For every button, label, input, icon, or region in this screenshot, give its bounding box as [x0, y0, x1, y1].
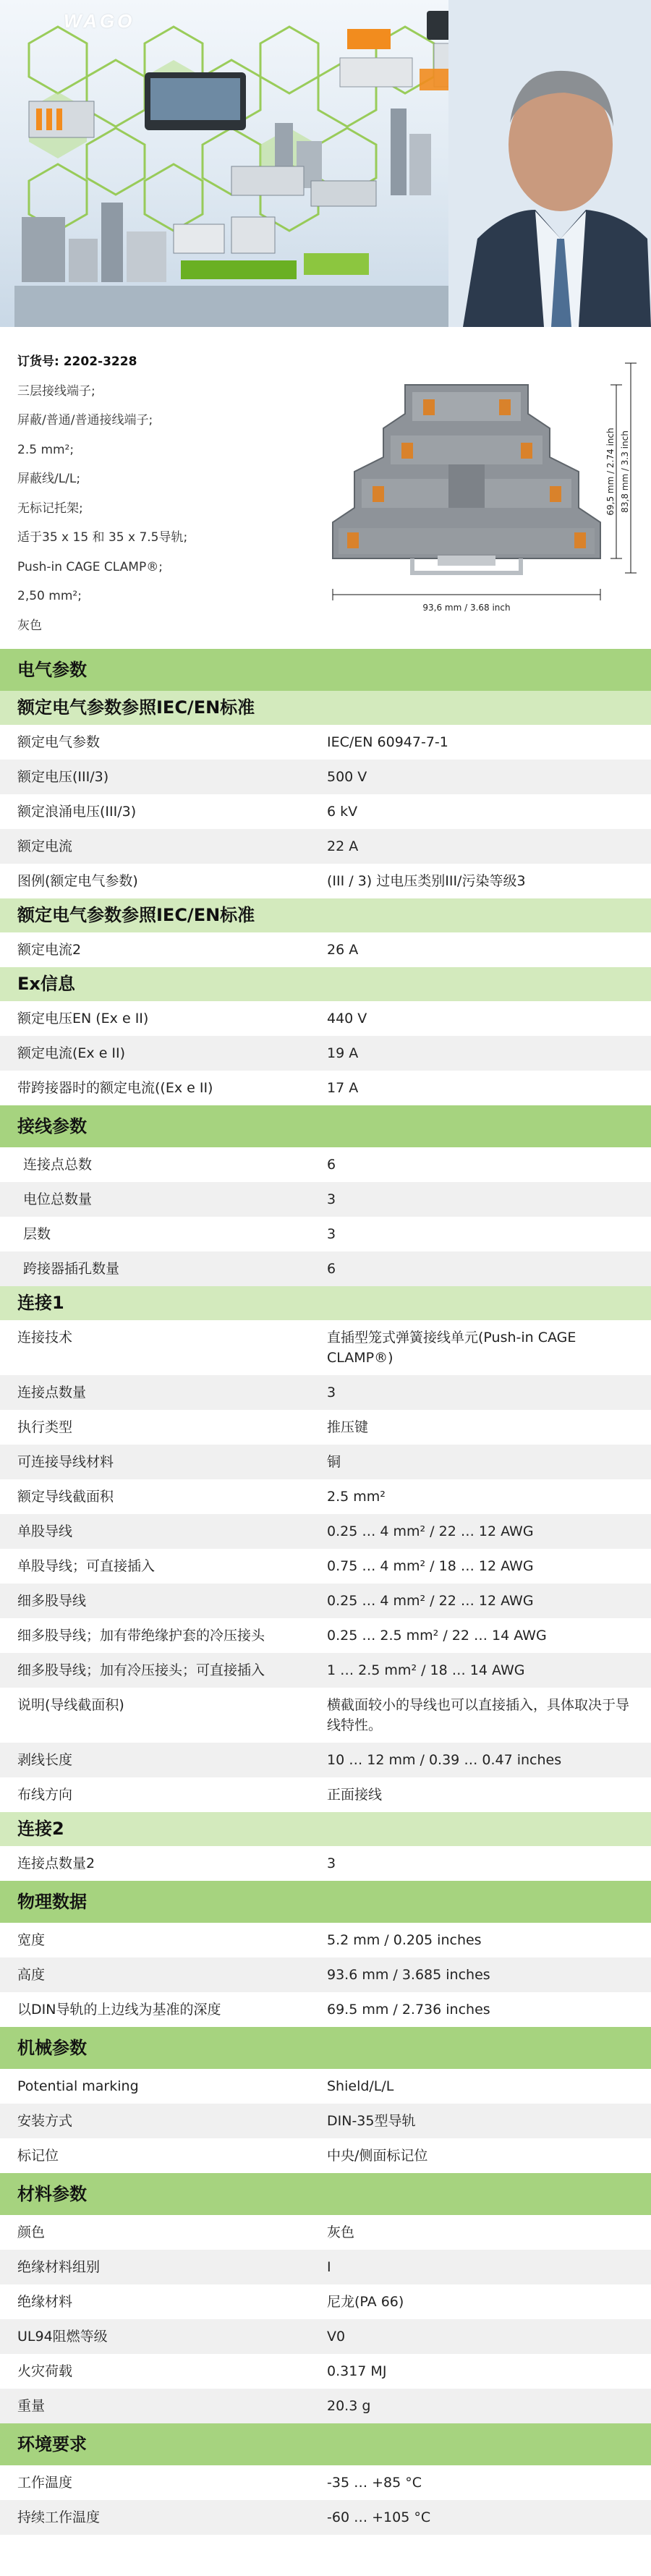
spec-row: [0, 1479, 651, 1514]
spec-value: 19 A: [327, 1045, 359, 1061]
spec-value: 推压键: [327, 1419, 369, 1435]
spec-value: IEC/EN 60947-7-1: [327, 734, 448, 750]
spec-row: [0, 1777, 651, 1812]
terminal-block-drawing: [304, 341, 644, 645]
spec-row: [0, 1549, 651, 1584]
spec-table: [0, 649, 651, 2535]
spec-value: 0.25 … 4 mm² / 22 … 12 AWG: [327, 1523, 534, 1539]
spec-row: [0, 2465, 651, 2500]
spec-label: 额定电流2: [17, 942, 82, 958]
spec-value: 铜: [327, 1454, 341, 1470]
spec-row: [0, 1923, 651, 1957]
spec-row: [0, 1992, 651, 2027]
spec-value: 10 … 12 mm / 0.39 … 0.47 inches: [327, 1752, 562, 1768]
spec-label: 额定电流: [17, 838, 73, 854]
order-number: 订货号: 2202-3228: [17, 354, 137, 369]
spec-value: DIN-35型导轨: [327, 2113, 416, 2129]
height-inner-dimension: 69,5 mm / 2.74 inch: [605, 428, 616, 516]
spec-value: 中央/侧面标记位: [327, 2148, 428, 2164]
spec-value: 直插型笼式弹簧接线单元(Push-in CAGE CLAMP®): [327, 1330, 576, 1366]
spec-value: 69.5 mm / 2.736 inches: [327, 2002, 490, 2018]
spec-row: [0, 2389, 651, 2423]
spec-row: [0, 1251, 651, 1286]
spec-label: 火灾荷载: [17, 2363, 73, 2379]
spec-label: 持续工作温度: [17, 2509, 101, 2525]
spec-label: 单股导线；可直接插入: [17, 1558, 156, 1574]
product-info: [0, 327, 651, 649]
spec-row: [0, 1653, 651, 1688]
spec-label: 以DIN导轨的上边线为基准的深度: [17, 2002, 221, 2018]
spec-label: 剥线长度: [17, 1752, 73, 1768]
spec-value: 灰色: [327, 2224, 355, 2240]
description-line: 屏蔽/普通/普通接线端子;: [17, 413, 153, 428]
description-line: 2,50 mm²;: [17, 589, 82, 603]
spec-value: 0.25 … 2.5 mm² / 22 … 14 AWG: [327, 1628, 547, 1644]
spec-row: [0, 1147, 651, 1182]
spec-value: V0: [327, 2329, 346, 2345]
spec-row: [0, 1957, 651, 1992]
spec-value: 5.2 mm / 0.205 inches: [327, 1932, 482, 1948]
spec-row: [0, 864, 651, 898]
spec-row: [0, 794, 651, 829]
spec-label: 跨接器插孔数量: [23, 1261, 120, 1277]
spec-row: [0, 1410, 651, 1445]
spec-value: 6: [327, 1157, 336, 1173]
description-line: 屏蔽线/L/L;: [17, 472, 81, 486]
spec-label: 工作温度: [17, 2475, 73, 2491]
spec-row: [0, 932, 651, 967]
spec-label: 细多股导线: [17, 1593, 87, 1609]
spec-value: 440 V: [327, 1011, 367, 1026]
spec-label: 颜色: [17, 2224, 46, 2240]
spec-row: [0, 1584, 651, 1618]
spec-value: -35 … +85 °C: [327, 2475, 422, 2491]
spec-value: (III / 3) 过电压类别III/污染等级3: [327, 873, 526, 889]
spec-row: [0, 1217, 651, 1251]
section-header: 物理数据: [0, 1881, 651, 1923]
description-line: 2.5 mm²;: [17, 442, 75, 457]
spec-value: 2.5 mm²: [327, 1489, 386, 1505]
spec-row: [0, 2069, 651, 2104]
spec-label: 额定导线截面积: [17, 1489, 114, 1505]
spec-row: [0, 1182, 651, 1217]
terminal-block-image: [333, 385, 600, 573]
subsection-header: Ex信息: [0, 967, 651, 1001]
spec-row: [0, 1618, 651, 1653]
spec-label: 额定电气参数: [17, 734, 101, 750]
wago-logo: WAGO: [64, 10, 135, 32]
spec-value: 0.75 … 4 mm² / 18 … 12 AWG: [327, 1558, 534, 1574]
spec-row: [0, 1001, 651, 1036]
spec-row: [0, 1514, 651, 1549]
spec-label: 连接点总数: [23, 1157, 93, 1173]
spec-label: 说明(导线截面积): [17, 1697, 124, 1713]
spec-label: 连接点数量2: [17, 1856, 95, 1871]
spec-value: 0.25 … 4 mm² / 22 … 12 AWG: [327, 1593, 534, 1609]
spec-label: 连接技术: [17, 1330, 73, 1346]
spec-label: 额定电流(Ex e II): [17, 1045, 126, 1061]
spec-row: [0, 2319, 651, 2354]
spec-row: [0, 2500, 651, 2535]
spec-row: [0, 1071, 651, 1105]
section-header: 环境要求: [0, 2423, 651, 2465]
spec-label: 绝缘材料: [17, 2294, 73, 2310]
spec-label: 额定电压(III/3): [17, 769, 109, 785]
spec-value: 正面接线: [327, 1787, 383, 1803]
subsection-header: 额定电气参数参照IEC/EN标准: [0, 691, 651, 725]
spec-label: 细多股导线；加有冷压接头；可直接插入: [17, 1662, 265, 1678]
subsection-header: 连接1: [0, 1286, 651, 1320]
spec-value: 93.6 mm / 3.685 inches: [327, 1967, 490, 1983]
spec-value: 3: [327, 1191, 336, 1207]
spec-row: [0, 2138, 651, 2173]
spec-value: I: [327, 2259, 331, 2275]
subsection-header: 连接2: [0, 1812, 651, 1846]
spec-label: 可连接导线材料: [17, 1454, 114, 1470]
spec-row: [0, 2250, 651, 2284]
spec-row: [0, 2104, 651, 2138]
spec-label: 层数: [23, 1226, 51, 1242]
spec-row: [0, 1036, 651, 1071]
spec-label: 重量: [17, 2398, 46, 2414]
description-line: 无标记托架;: [17, 501, 83, 516]
description-line: 适于35 x 15 和 35 x 7.5导轨;: [17, 530, 188, 545]
spec-label: Potential marking: [17, 2078, 139, 2094]
subsection-header: 额定电气参数参照IEC/EN标准: [0, 898, 651, 932]
description-line: 灰色: [17, 618, 42, 633]
spec-value: Shield/L/L: [327, 2078, 394, 2094]
spec-label: 安装方式: [17, 2113, 73, 2129]
spec-row: [0, 2284, 651, 2319]
hero-illustration: [0, 0, 651, 327]
spec-row: [0, 1445, 651, 1479]
spec-label: 宽度: [17, 1932, 46, 1948]
section-header: 材料参数: [0, 2173, 651, 2215]
spec-value: 6 kV: [327, 804, 358, 820]
spec-label: 带跨接器时的额定电流((Ex e II): [17, 1080, 213, 1096]
description-line: Push-in CAGE CLAMP®;: [17, 559, 163, 574]
spec-row: [0, 1320, 651, 1375]
height-outer-dimension: 83,8 mm / 3.3 inch: [620, 430, 630, 513]
spec-value: 3: [327, 1856, 336, 1871]
spec-value: 20.3 g: [327, 2398, 371, 2414]
spec-label: 额定浪涌电压(III/3): [17, 804, 137, 820]
spec-label: 额定电压EN (Ex e II): [17, 1011, 149, 1026]
spec-label: 连接点数量: [17, 1385, 87, 1400]
spec-label: 电位总数量: [23, 1191, 93, 1207]
width-dimension: 93,6 mm / 3.68 inch: [422, 603, 511, 613]
spec-value: 尼龙(PA 66): [327, 2294, 404, 2310]
spec-value: -60 … +105 °C: [327, 2509, 431, 2525]
spec-label: 执行类型: [17, 1419, 73, 1435]
hero-banner: [0, 0, 651, 327]
spec-row: [0, 829, 651, 864]
spec-label: 图例(额定电气参数): [17, 873, 138, 889]
spec-row: [0, 1688, 651, 1743]
spec-value: 3: [327, 1226, 336, 1242]
spec-value: 1 … 2.5 mm² / 18 … 14 AWG: [327, 1662, 525, 1678]
spec-label: 绝缘材料组别: [17, 2259, 101, 2275]
description-line: 三层接线端子;: [17, 383, 95, 399]
product-description: [17, 347, 307, 640]
spec-value: 横截面较小的导线也可以直接插入，具体取决于导线特性。: [327, 1697, 630, 1733]
spec-value: 500 V: [327, 769, 367, 785]
spec-label: 布线方向: [17, 1787, 73, 1803]
spec-label: 高度: [17, 1967, 46, 1983]
spec-value: 26 A: [327, 942, 359, 958]
spec-label: 单股导线: [17, 1523, 73, 1539]
spec-row: [0, 2354, 651, 2389]
spec-value: 17 A: [327, 1080, 359, 1096]
spec-row: [0, 1743, 651, 1777]
spec-value: 6: [327, 1261, 336, 1277]
spec-value: 0.317 MJ: [327, 2363, 387, 2379]
spec-label: 标记位: [17, 2148, 59, 2164]
spec-row: [0, 760, 651, 794]
spec-row: [0, 1846, 651, 1881]
section-header: 机械参数: [0, 2027, 651, 2069]
spec-row: [0, 2215, 651, 2250]
spec-row: [0, 1375, 651, 1410]
spec-label: 细多股导线；加有带绝缘护套的冷压接头: [17, 1628, 265, 1644]
spec-label: UL94阻燃等级: [17, 2329, 108, 2345]
spec-row: [0, 725, 651, 760]
section-header: 接线参数: [0, 1105, 651, 1147]
spec-value: 22 A: [327, 838, 359, 854]
spec-value: 3: [327, 1385, 336, 1400]
section-header: 电气参数: [0, 649, 651, 691]
